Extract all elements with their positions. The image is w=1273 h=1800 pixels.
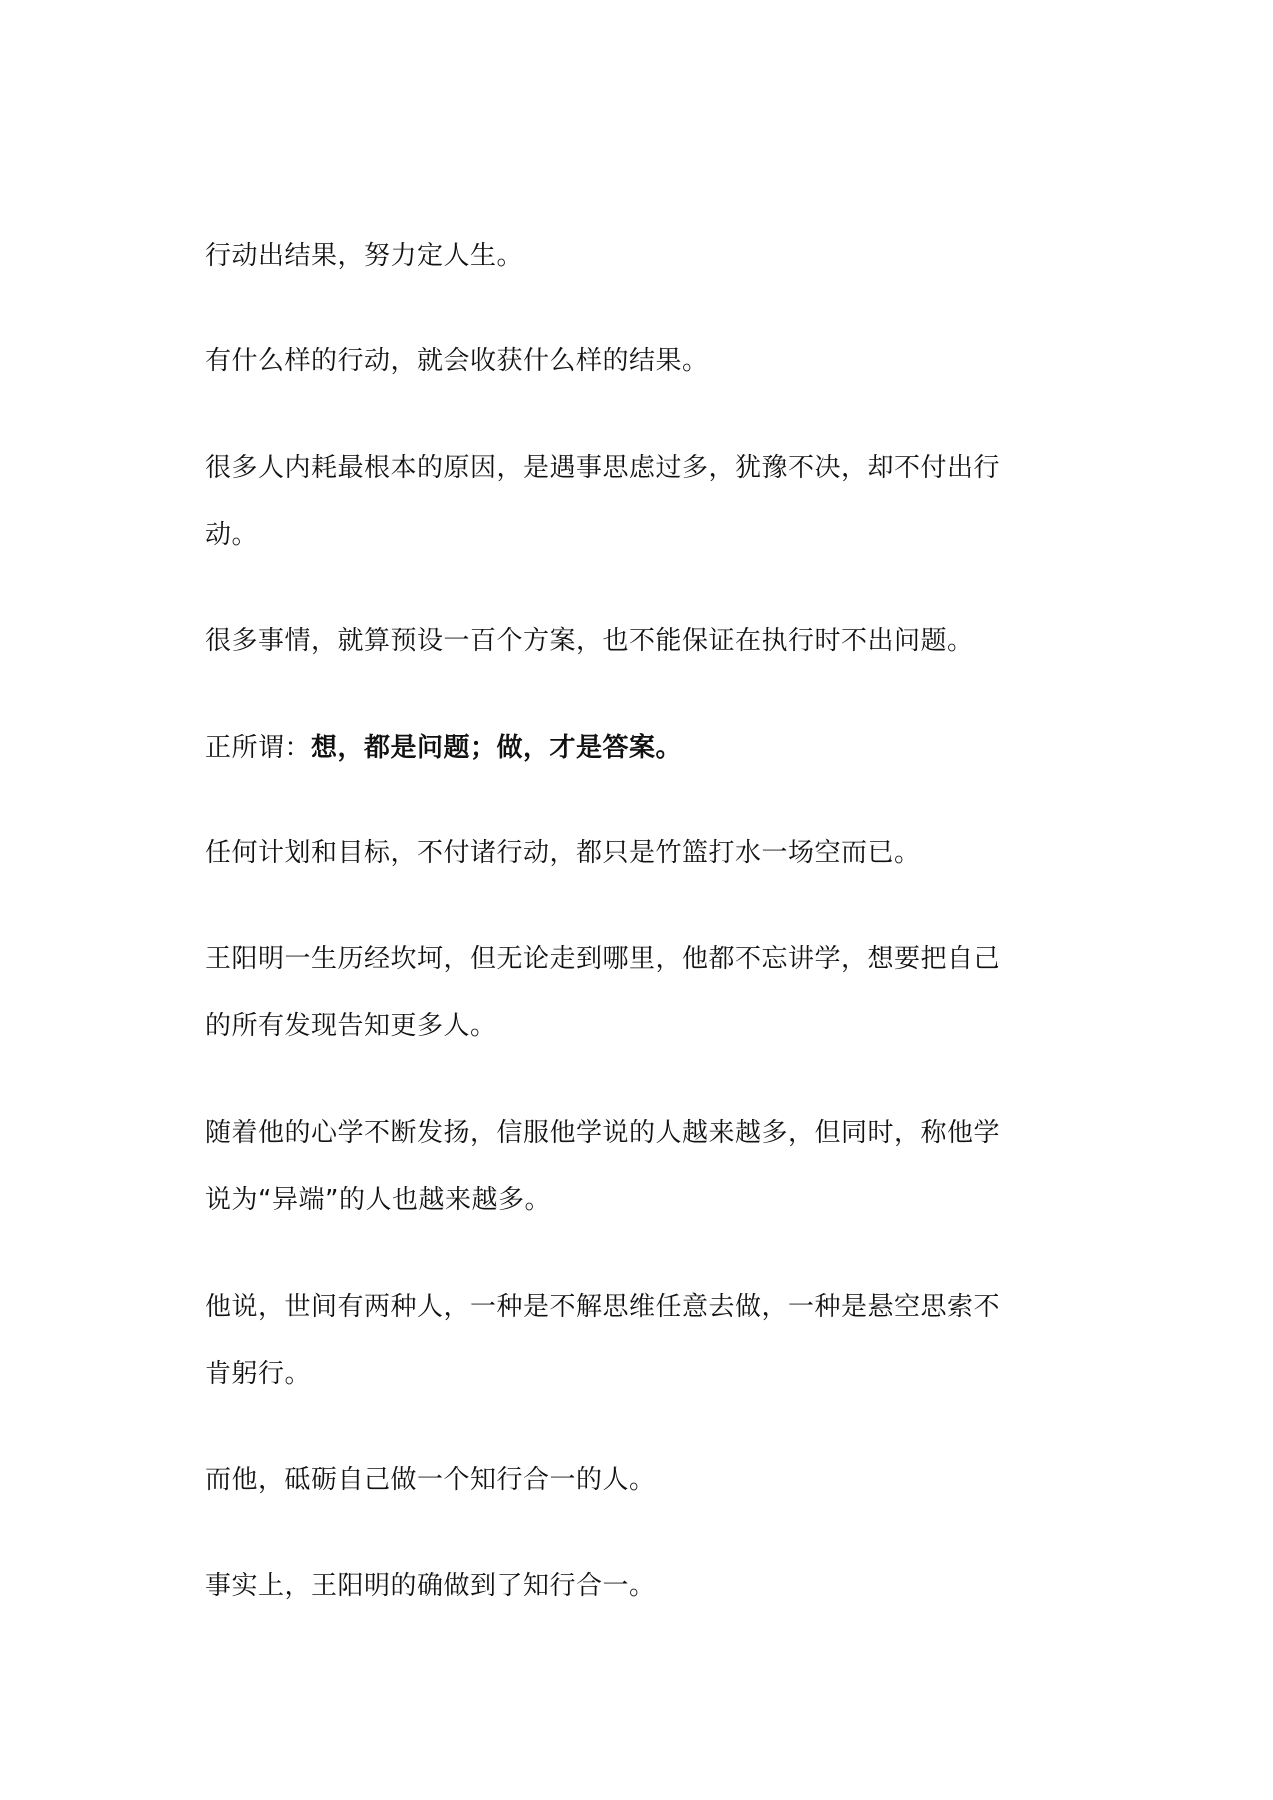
paragraph-1-line-1: 行动出结果，努力定人生。 (205, 241, 524, 271)
paragraph-3-line-1: 很多人内耗最根本的原因，是遇事思虑过多，犹豫不决，却不付出行 (205, 453, 1001, 483)
paragraph-6-line-1: 任何计划和目标，不付诸行动，都只是竹篮打水一场空而已。 (205, 838, 921, 868)
paragraph-10-line-1: 而他，砥砺自己做一个知行合一的人。 (205, 1465, 656, 1495)
paragraph-4-line-1: 很多事情，就算预设一百个方案，也不能保证在执行时不出问题。 (205, 626, 974, 656)
paragraph-8-line-2: 说为“异端”的人也越来越多。 (205, 1185, 551, 1215)
paragraph-5-line-1 (205, 731, 682, 765)
paragraph-7-line-1: 王阳明一生历经坎坷，但无论走到哪里，他都不忘讲学，想要把自己 (205, 944, 1001, 974)
paragraph-11-line-1: 事实上，王阳明的确做到了知行合一。 (205, 1571, 656, 1601)
paragraph-9-line-2: 肯躬行。 (205, 1359, 312, 1389)
paragraph-2-line-1: 有什么样的行动，就会收获什么样的结果。 (205, 346, 709, 376)
paragraph-3-line-2: 动。 (205, 520, 259, 550)
paragraph-5-prefix: 正所谓： (205, 733, 312, 763)
paragraph-7-line-2: 的所有发现告知更多人。 (205, 1011, 497, 1041)
paragraph-8-line-1: 随着他的心学不断发扬，信服他学说的人越来越多，但同时，称他学 (205, 1118, 1001, 1148)
paragraph-5-bold-quote: 想，都是问题；做，才是答案。 (311, 733, 683, 763)
paragraph-9-line-1: 他说，世间有两种人，一种是不解思维任意去做，一种是悬空思索不 (205, 1292, 1001, 1322)
